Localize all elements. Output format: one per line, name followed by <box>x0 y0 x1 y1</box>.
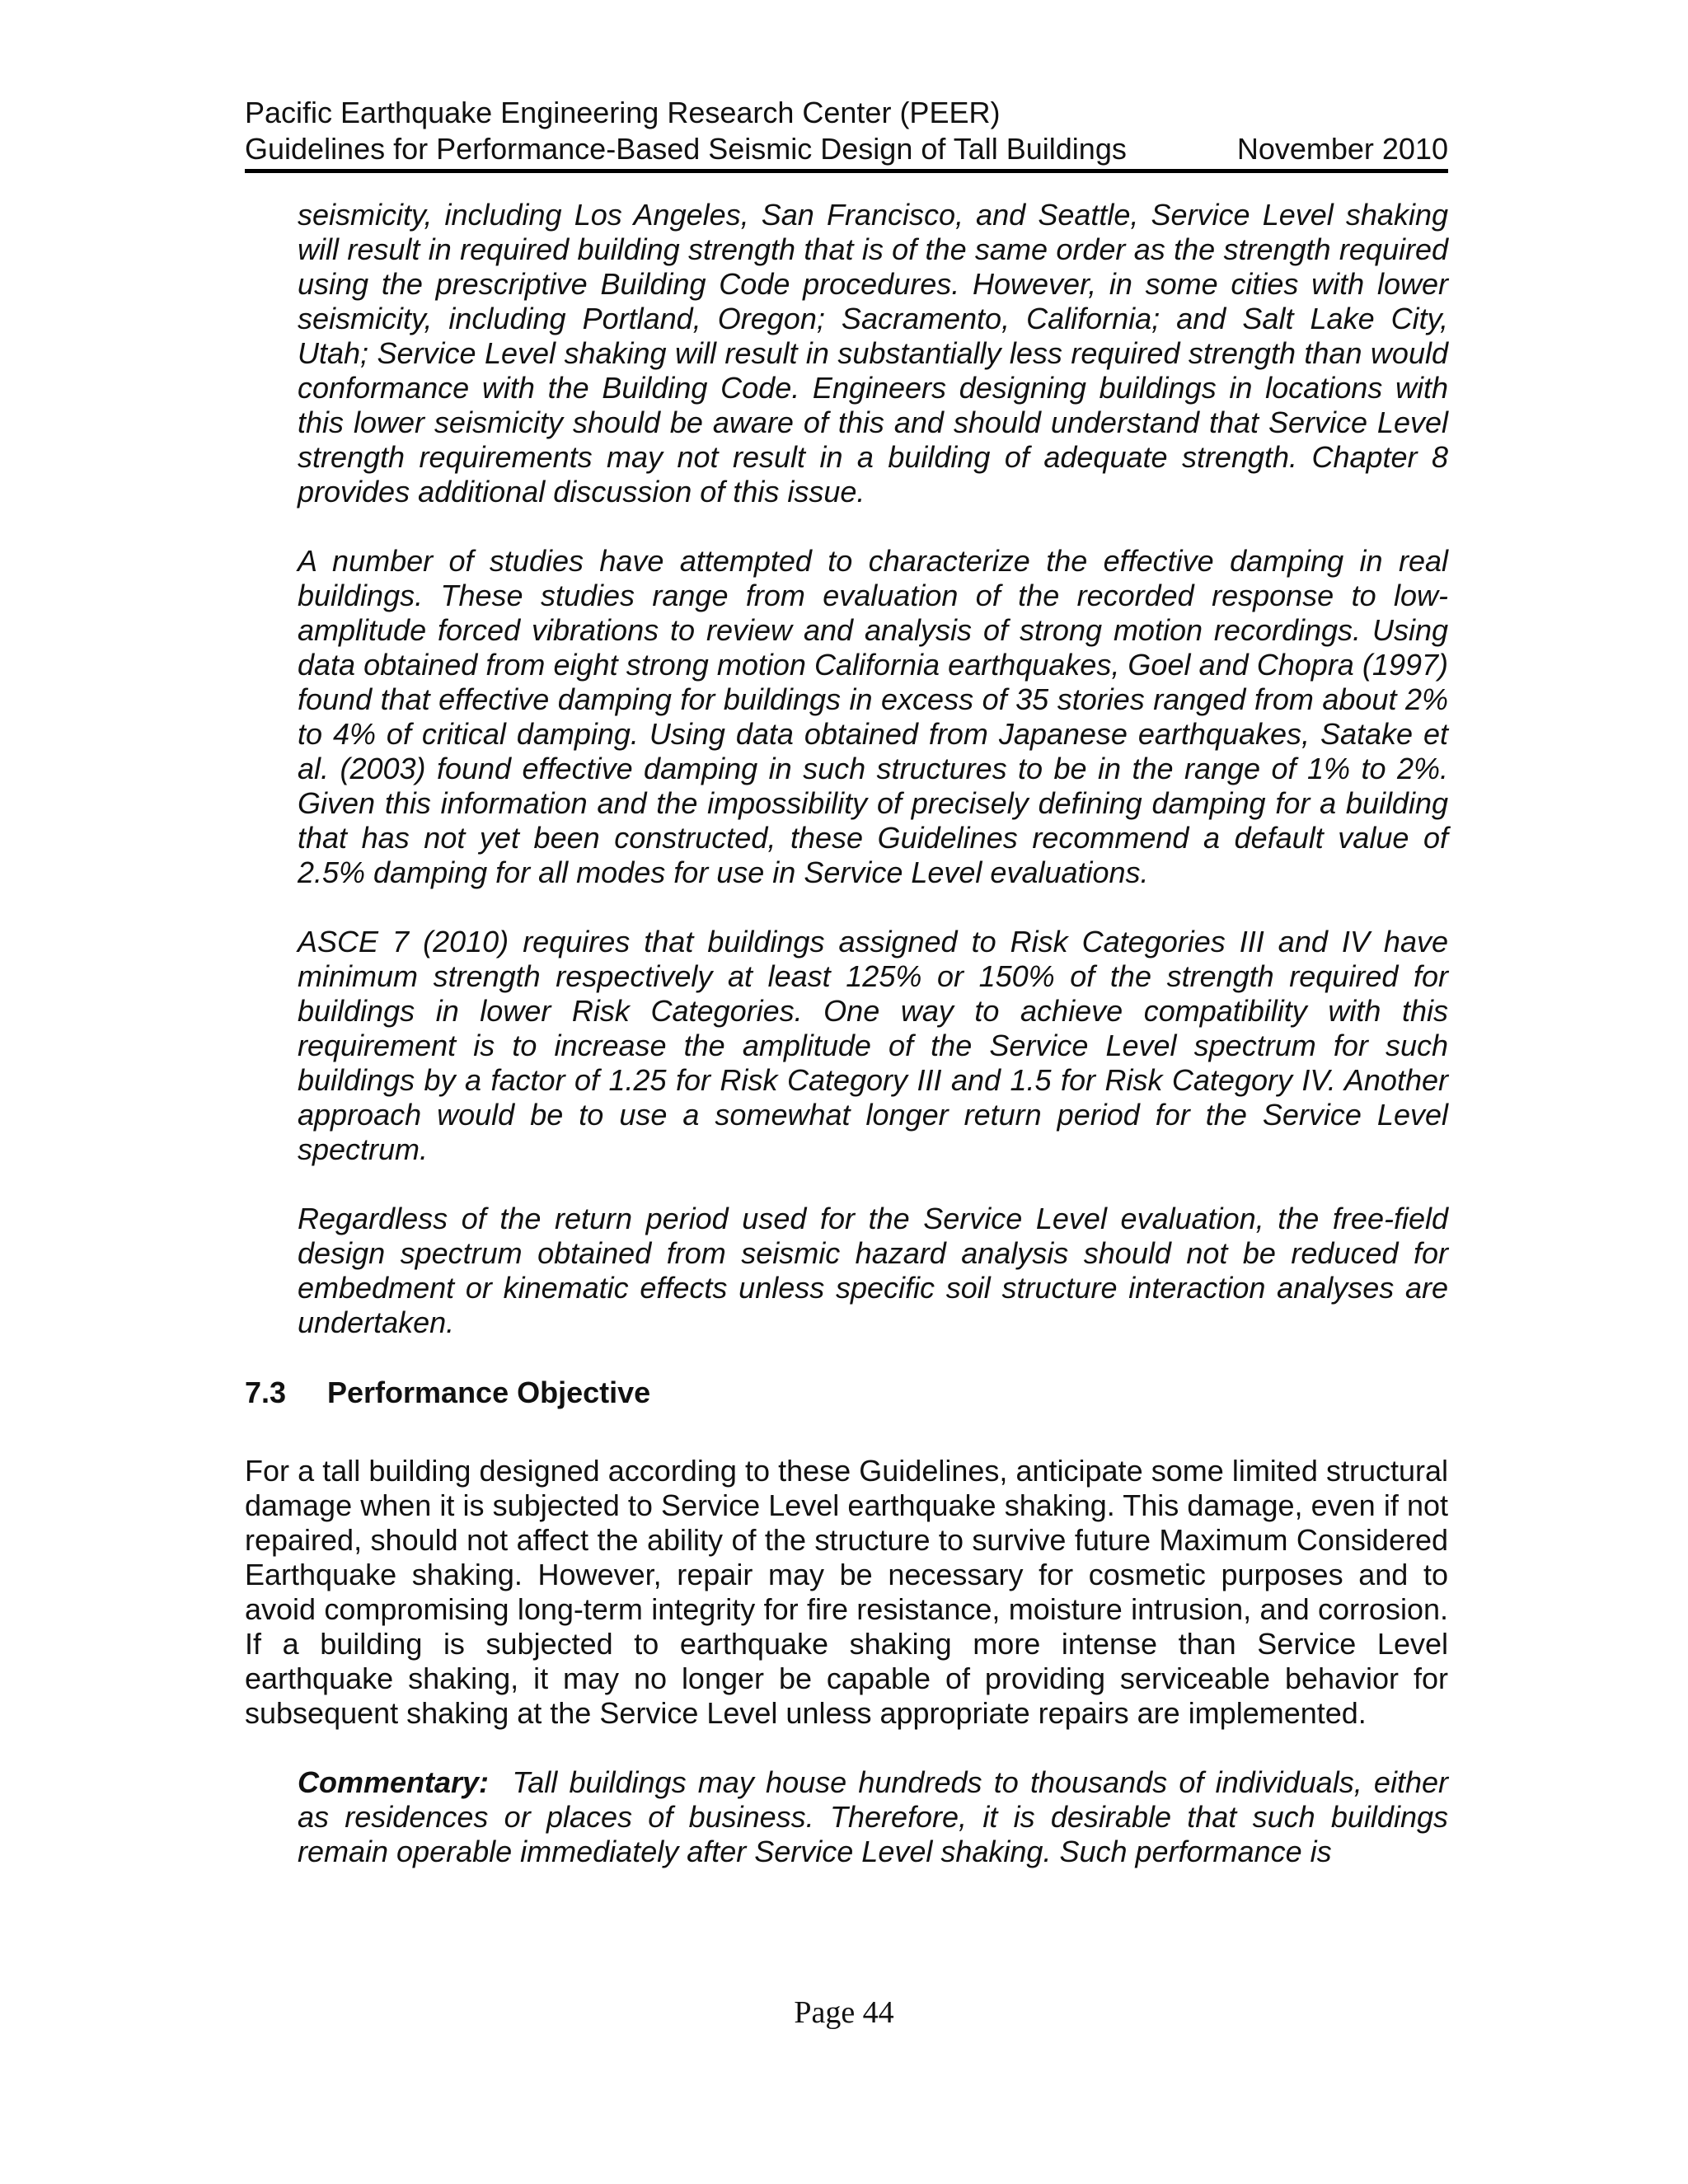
page-header <box>245 95 1448 173</box>
commentary-paragraph: ASCE 7 (2010) requires that buildings assigned to Risk Categories III and IV have minimum strength respectively at least 125% or 150% of the strength required for buildings in lower Risk Categories. One way to achieve compatibility with this requirement is to increase the amplitude of the Service Level spectrum for such buildings by a factor of 1.25 for Risk Category III and 1.5 for Risk Category IV. Another approach would be to use a somewhat longer return period for the Service Level spectrum. <box>298 925 1448 1166</box>
header-date: November 2010 <box>1236 132 1448 166</box>
section-number: 7.3 <box>245 1376 287 1409</box>
commentary-paragraph: Regardless of the return period used for the Service Level evaluation, the free-field design spectrum obtained from seismic hazard analysis should not be reduced for embedment or kinematic effects unless specific soil structure interaction analyses are undertaken. <box>298 1202 1448 1339</box>
page-content <box>245 198 1448 1904</box>
header-title-row <box>245 131 1448 167</box>
section-body-paragraph: For a tall building designed according to these Guidelines, anticipate some limited structural damage when it is subjected to Service Level earthquake shaking. This damage, even if not repaired, should not affect the ability of the structure to survive future Maximum Considered Earthquake shaking. However, repair may be necessary for cosmetic purposes and to avoid compromising long-term integrity for fire resistance, moisture intrusion, and corrosion. If a building is subjected to earthquake shaking more intense than Service Level earthquake shaking, it may no longer be capable of providing serviceable behavior for subsequent shaking at the Service Level unless appropriate repairs are implemented. <box>245 1454 1448 1730</box>
header-organization: Pacific Earthquake Engineering Research Center (PEER) <box>245 96 1001 129</box>
commentary-paragraph: A number of studies have attempted to characterize the effective damping in real buildings. These studies range from evaluation of the recorded response to low-amplitude forced vibrations to review and analysis of strong motion recordings. Using data obtained from eight strong motion California earthquakes, Goel and Chopra (1997) found that effective damping for buildings in excess of 35 stories ranged from about 2% to 4% of critical damping. Using data obtained from Japanese earthquakes, Satake et al. (2003) found effective damping in such structures to be in the range of 1% to 2%. Given this information and the impossibility of precisely defining damping for a building that has not yet been constructed, these Guidelines recommend a default value of 2.5% damping for all modes for use in Service Level evaluations. <box>298 544 1448 889</box>
commentary-label: Commentary: <box>298 1765 490 1799</box>
commentary-text: Tall buildings may house hundreds to thousands of individuals, either as residences or places of business. Therefore, it is desirable that such buildings remain operable immediately after Service Level shaking. Such performance is <box>298 1765 1448 1868</box>
page-number: Page 44 <box>794 1995 894 2030</box>
section-title: Performance Objective <box>327 1376 651 1409</box>
section-heading <box>245 1375 1448 1411</box>
header-document-title: Guidelines for Performance-Based Seismic Design of Tall Buildings <box>245 132 1127 166</box>
commentary-paragraph: seismicity, including Los Angeles, San Francisco, and Seattle, Service Level shaking will result in required building strength that is of the same order as the strength required using the prescriptive Building Code procedures. However, in some cities with lower seismicity, including Portland, Oregon; Sacramento, California; and Salt Lake City, Utah; Service Level shaking will result in substantially less required strength than would conformance with the Building Code. Engineers designing buildings in locations with this lower seismicity should be aware of this and should understand that Service Level strength requirements may not result in a building of adequate strength. Chapter 8 provides additional discussion of this issue. <box>298 198 1448 509</box>
section-commentary <box>298 1765 1448 1869</box>
